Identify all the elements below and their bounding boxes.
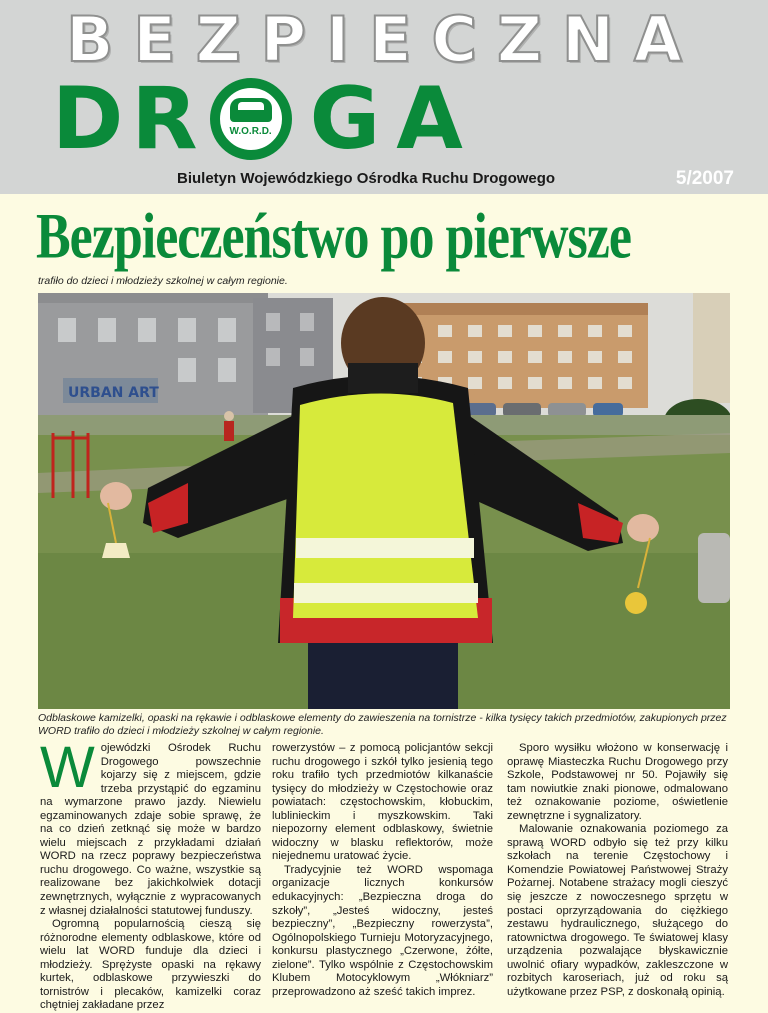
article-lead: trafiło do dzieci i młodzieży szkolnej w całym regionie. [38,275,288,287]
paragraph-text: ojewódzki Ośrodek Ruchu Drogowego powszechnie kojarzy się z miejscem, gdzie trzeba przystąpić do egzaminu na wymarzone prawo jazdy. Niewielu egzaminowanych zdaje sobie sprawę, że na co dzień zetknąć się może w bardzo wielu miejscach z przykładami działań WORD na rzecz poprawy bezpieczeństwa ruchu drogowego. Co ważne, wszystkie są realizowane bez jakichkolwiek dotacji zewnętrznych, wyłącznie z wypracowanych z własnej działalności statutowej funduszy. [40,742,261,917]
article-paragraph [40,735,261,918]
masthead-title-dr: DR [52,69,206,169]
car-icon [230,98,272,122]
drop-cap: W [40,735,95,800]
article-column-2 [272,742,493,999]
masthead-bottom [0,168,768,194]
photo-caption: Odblaskowe kamizelki, opaski na rękawie i odblaskowe elementy do zawieszenia na tornistrze - kilka tysięcy takich przedmiotów, zakupionych przez WORD trafiło do dzieci i młodzieży szkolnej w całym regionie. [38,712,727,737]
bulletin-subtitle: Biuletyn Wojewódzkiego Ośrodka Ruchu Drogowego [177,170,556,187]
article-paragraph: Sporo wysiłku włożono w konserwację i oprawę Miasteczka Ruchu Drogowego przy Szkole, Podstawowej nr 50. Pojawiły się tam nowiutkie znaki pionowe, odmalowano też oznakowanie poziome, oświetlenie zewnętrzne i sygnalizatory. [507,742,728,822]
article-paragraph: Ogromną popularnością cieszą się różnorodne elementy odblaskowe, które od wielu lat WORD funduje dla dzieci i młodzieży. Sprężyste opaski na rękawy kurtek, odblaskowe przywieszki do tornistrów i plecaków, kamizelki coraz chętniej zakładane przez [40,918,261,1012]
masthead-title-ga: GA [309,69,479,169]
article-headline: Bezpieczeństwo po pierwsze [36,201,631,273]
article-paragraph: Tradycyjnie też WORD wspomaga organizacje licznych konkursów edukacyjnych: „Bezpieczna droga do szkoły”, „Jesteś widoczny, jesteś bezpieczny”, „Bezpieczny rowerzysta”, Ogólnopolskiego Turnieju Motoryzacyjnego, konkursu plastycznego „Czerwone, żółte, zielone”. Tylko wspólnie z Częstochowskim Klubem Motocyklowym „Włókniarz” przeprowadzono aż sześć takich imprez. [272,863,493,998]
issue-number: 5/2007 [675,168,734,189]
article-column-3 [507,742,728,999]
photo-illustration [38,293,730,709]
svg-text:URBAN ART: URBAN ART [68,385,159,401]
article-paragraph: Malowanie oznakowania poziomego za sprawą WORD odbyło się też przy kilku szkołach na terenie Częstochowy i Komendzie Powiatowej Państwowej Straży Pożarnej. Notabene strażacy mogli cieszyć się jeszcze z nowoczesnego sprzętu w postaci oprzyrządowania do ciężkiego zestawu hydraulicznego, służącego do ratownictwa drogowego. Te światowej klasy urządzenia pozwalające błyskawicznie uwolnić ofiary wypadków, zakleszczone w rozbitych karoseriach, już od roku są użytkowane przez PSP, z doskonałą opinią. [507,823,728,998]
word-logo-text: W.O.R.D. [229,126,272,137]
masthead-title-top: BEZPIECZNA [66,3,702,76]
word-logo [210,78,292,160]
masthead-middle [52,69,732,169]
article-paragraph: rowerzystów – z pomocą policjantów sekcji ruchu drogowego i szkół tylko jesienią tego roku trafiło tych przedmiotów kilkanaście tysięcy do młodzieży w Częstochowie oraz powiatach: częstochowskim, kłobuckim, lublinieckim i myszkowskim. Taki niepozorny element odblaskowy, świetnie widoczny w blasku reflektorów, może niejednemu uratować życie. [272,742,493,863]
article-photo [38,293,730,709]
masthead [0,0,768,194]
article-column-1 [40,735,261,1013]
masthead-top [0,4,768,76]
